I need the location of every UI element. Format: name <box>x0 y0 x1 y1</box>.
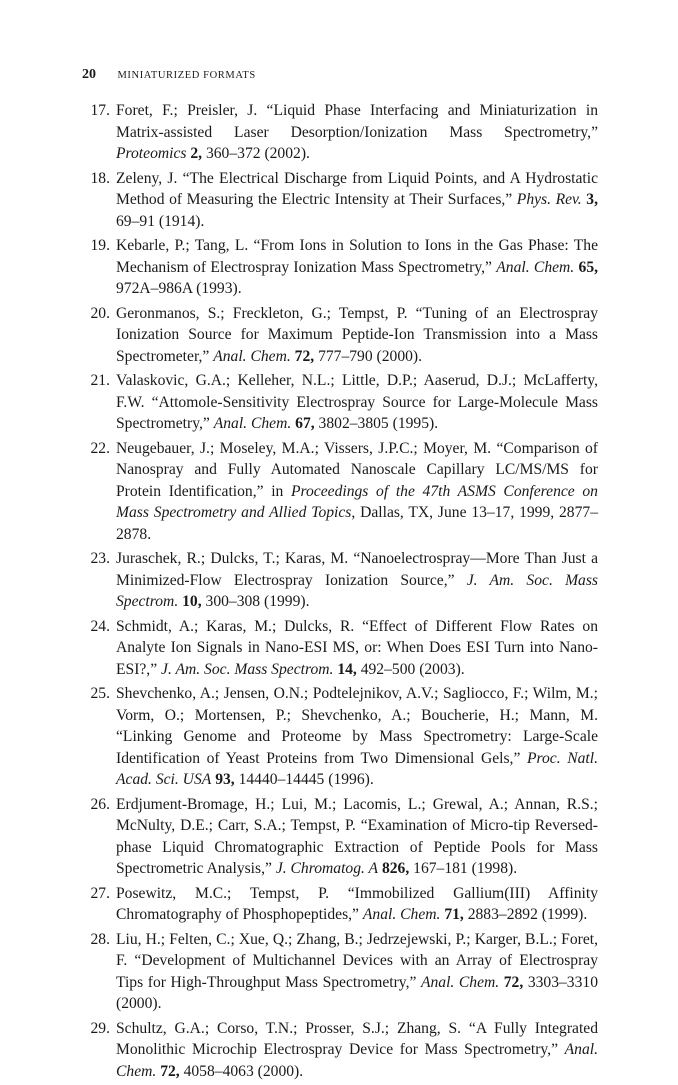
journal-title: Anal. Chem. <box>362 906 441 923</box>
pages-year: 300–308 (1999). <box>201 593 310 610</box>
reference-item <box>82 794 598 880</box>
volume: 10, <box>182 593 202 610</box>
reference-item <box>82 929 598 1015</box>
volume: 72, <box>503 973 524 991</box>
pages-year: 14440–14445 (1996). <box>234 771 374 788</box>
reference-number: 23. <box>90 550 110 567</box>
reference-text: Schultz, G.A.; Corso, T.N.; Prosser, S.J.; Zhang, S. “A Fully Integrated Monolithic Microchip Electrospray Device for Mass Spectrometry,” <box>116 1019 598 1058</box>
volume: 2, <box>190 145 203 162</box>
reference-number: 25. <box>90 685 110 702</box>
reference-number: 20. <box>90 304 110 322</box>
reference-text: Erdjument-Bromage, H.; Lui, M.; Lacomis, L.; Grewal, A.; Annan, R.S.; McNulty, D.E.; Carr, S.A.; Tempst, P. “Examination of Micro-tip Reversed-phase Liquid Chromatographic Extraction of Peptide Pools for Mass Spectrometric Analysis,” <box>116 795 598 877</box>
reference-item <box>82 683 598 791</box>
reference-item <box>82 370 598 435</box>
journal-title: J. Am. Soc. Mass Spectrom. <box>161 660 334 678</box>
pages-year: 3802–3805 (1995). <box>314 415 439 432</box>
reference-number: 19. <box>90 237 110 254</box>
volume: 67, <box>295 415 315 432</box>
reference-number: 22. <box>90 439 110 457</box>
reference-item <box>82 548 598 613</box>
page-header <box>82 66 256 85</box>
reference-number: 28. <box>90 930 110 948</box>
journal-title: Proteomics <box>116 145 187 162</box>
volume: 93, <box>215 771 235 788</box>
reference-item <box>82 883 598 926</box>
reference-item <box>82 303 598 368</box>
pages-year: , Dallas, TX, June 13–17, 1999, 2877–2878. <box>116 504 598 543</box>
reference-number: 18. <box>90 169 110 187</box>
volume: 3, <box>586 191 598 208</box>
journal-title: Proc. Natl. Acad. Sci. USA <box>116 749 598 788</box>
pages-year: 492–500 (2003). <box>356 660 465 678</box>
pages-year: 972A–986A (1993). <box>116 280 242 297</box>
volume: 14, <box>337 660 357 678</box>
pages-year: 69–91 (1914). <box>116 212 205 230</box>
reference-item <box>82 100 598 165</box>
journal-title: Phys. Rev. <box>516 191 582 208</box>
journal-title: J. Chromatog. A <box>275 860 379 877</box>
journal-title: Anal. Chem. <box>116 1041 598 1080</box>
reference-text: Posewitz, M.C.; Tempst, P. “Immobilized Gallium(III) Affinity Chromatography of Phosphopeptides,” <box>116 884 598 923</box>
journal-title: J. Am. Soc. Mass Spectrom. <box>116 571 598 610</box>
journal-title: Proceedings of the 47th ASMS Conference on Mass Spectrometry and Allied Topics <box>116 482 598 521</box>
page-number: 20 <box>82 67 96 82</box>
reference-text: Geronmanos, S.; Freckleton, G.; Tempst, P. “Tuning of an Electrospray Ionization Source for Maximum Peptide-Ion Transmission into a Mass Spectrometer,” <box>116 304 598 365</box>
reference-text: Schmidt, A.; Karas, M.; Dulcks, R. “Effect of Different Flow Rates on Analyte Ion Signals in Nano-ESI MS, or: When Does ESI Turn into Nano-ESI?,” <box>116 617 598 678</box>
volume: 72, <box>160 1062 180 1080</box>
pages-year: 777–790 (2000). <box>314 347 423 365</box>
reference-list <box>82 100 598 1085</box>
pages-year: 4058–4063 (2000). <box>179 1062 304 1080</box>
reference-text: Valaskovic, G.A.; Kelleher, N.L.; Little, D.P.; Aaserud, D.J.; McLafferty, F.W. “Attomole-Sensitivity Electrospray Source for Large-Molecule Mass Spectrometry,” <box>116 372 598 432</box>
reference-text: Zeleny, J. “The Electrical Discharge from Liquid Points, and A Hydrostatic Method of Measuring the Electric Intensity at Their Surfaces,” <box>116 169 598 208</box>
journal-title: Anal. Chem. <box>213 347 291 365</box>
reference-number: 29. <box>90 1019 110 1037</box>
running-head: MINIATURIZED FORMATS <box>117 70 256 81</box>
reference-number: 24. <box>90 617 110 635</box>
volume: 72, <box>294 347 315 365</box>
pages-year: 2883–2892 (1999). <box>463 906 588 923</box>
reference-item <box>82 1018 598 1083</box>
journal-title: Anal. Chem. <box>213 415 292 432</box>
reference-text: Kebarle, P.; Tang, L. “From Ions in Solution to Ions in the Gas Phase: The Mechanism of Electrospray Ionization Mass Spectrometry,” <box>116 237 598 276</box>
reference-number: 26. <box>90 795 110 813</box>
reference-text: Shevchenko, A.; Jensen, O.N.; Podtelejnikov, A.V.; Sagliocco, F.; Wilm, M.; Vorm, O.; Mortensen, P.; Shevchenko, A.; Boucherie, H.; Mann, M. “Linking Genome and Proteome by Mass Spectrometry: Large-Scale Identification of Yeast Proteins from Two Dimensional Gels,” <box>116 685 598 767</box>
reference-item <box>82 616 598 681</box>
pages-year: 360–372 (2002). <box>202 145 310 162</box>
reference-item <box>82 438 598 546</box>
volume: 65, <box>578 258 599 276</box>
reference-number: 17. <box>90 102 110 119</box>
journal-title: Anal. Chem. <box>496 258 575 276</box>
reference-item <box>82 235 598 300</box>
reference-item <box>82 168 598 233</box>
reference-text: Liu, H.; Felten, C.; Xue, Q.; Zhang, B.; Jedrzejewski, P.; Karger, B.L.; Foret, F. “Development of Multichannel Devices with an Array of Electrospray Tips for High-Throughput Mass Spectrometry,” <box>116 930 598 991</box>
reference-text: Juraschek, R.; Dulcks, T.; Karas, M. “Nanoelectrospray—More Than Just a Minimized-Flow Electrospray Ionization Source,” <box>116 550 598 589</box>
journal-title: Anal. Chem. <box>420 973 500 991</box>
pages-year: 167–181 (1998). <box>409 860 518 877</box>
reference-number: 21. <box>90 372 110 389</box>
pages-year: 3303–3310 (2000). <box>116 973 598 1012</box>
reference-text: Neugebauer, J.; Moseley, M.A.; Vissers, J.P.C.; Moyer, M. “Comparison of Nanospray and Fully Automated Nanoscale Capillary LC/MS/MS for Protein Identification,” in <box>116 439 598 500</box>
volume: 826, <box>381 860 410 877</box>
reference-text: Foret, F.; Preisler, J. “Liquid Phase Interfacing and Miniaturization in Matrix-assisted Laser Desorption/Ionization Mass Spectrometry,” <box>116 102 598 141</box>
reference-number: 27. <box>90 884 110 902</box>
volume: 71, <box>444 906 464 923</box>
